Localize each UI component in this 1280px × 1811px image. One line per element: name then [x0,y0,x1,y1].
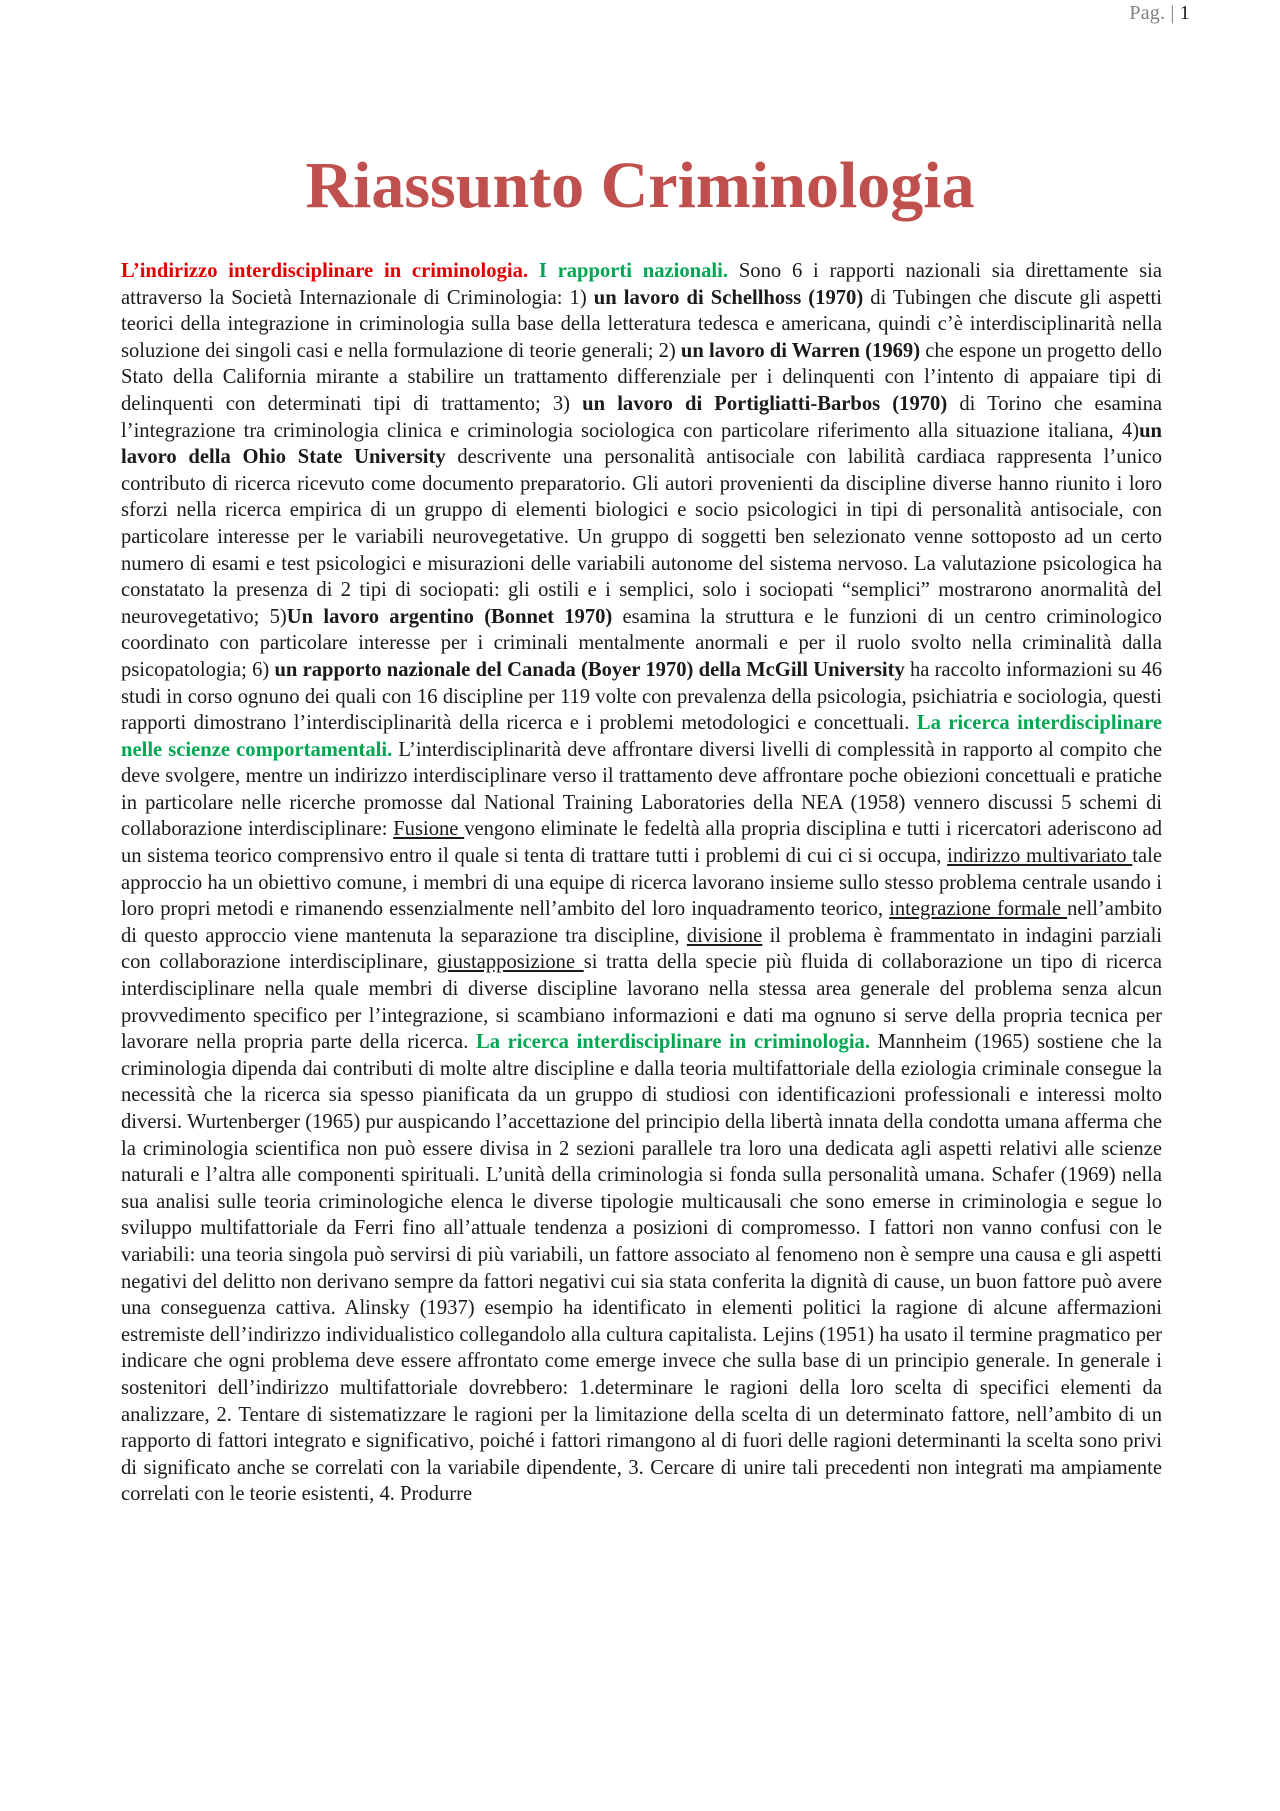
bold-text: un lavoro di Warren (1969) [680,339,921,362]
text-run: nell’ambito di questo approccio viene mantenuta la separazione tra discipline, [121,898,1162,947]
bold-text: un rapporto nazionale del Canada (Boyer 1970) della McGill University [274,658,905,681]
section-heading: I rapporti nazionali. [538,260,729,282]
bold-text: un lavoro della Ohio State University [121,419,1162,469]
text-run: descrivente una personalità antisociale con labilità cardiaca rappresenta l’unico contributo di ricerca ricevuto come documento preparatorio. Gli autori provenienti da discipline diverse hanno riunito i loro sforzi nella ricerca empirica di un gruppo di elementi biologici e socio psicologici in tipi di personalità antisociale, con particolare interesse per le variabili neurovegetative. Un gruppo di soggetti ben selezionato venne sottoposto ad un certo numero di esami e test psicologici e misurazioni delle variabili autonome del sistema nervoso. La valutazione psicologica ha constatato la presenza di 2 tipi di sociopati: gli ostili e i semplici, solo i sociopati “semplici” mostrarono anormalità del neurovegetativo; 5) [121,446,1163,628]
page-header [1129,2,1190,25]
body-paragraph [121,258,1162,1508]
text-run: L’interdisciplinarità deve affrontare diversi livelli di complessità in rapporto al compito che deve svolgere, mentre un indirizzo interdisciplinare verso il trattamento deve affrontare poche obiezioni concettuali e pratiche in particolare nelle ricerche promosse dal National Training Laboratories della NEA (1958) vennero discussi 5 schemi di collaborazione interdisciplinare: [121,738,1162,841]
bold-text: un lavoro di Schellhoss (1970) [593,286,864,309]
underlined-term: integrazione formale [889,898,1068,921]
text-run: Sono 6 i rapporti nazionali sia direttamente sia attraverso la Società Internazionale di Criminologia: 1) [121,260,1162,309]
text-run: ha raccolto informazioni su 46 studi in corso ognuno dei quali con 16 discipline per 119 volte con prevalenza della psicologia, psichiatria e sociologia, questi rapporti dimostrano l’interdisciplinarità della ricerca e i problemi metodologici e concettuali. [121,658,1162,735]
bold-text: Un lavoro argentino (Bonnet 1970) [286,605,613,628]
text-run [528,260,539,282]
text-run: che espone un progetto dello Stato della California mirante a stabilire un trattamento differenziale per i delinquenti con l’intento di appaiare tipi di delinquenti con determinati tipi di trattamento; 3) [121,339,1163,415]
page-number: 1 [1179,2,1190,24]
page-label: Pag. | [1129,2,1175,24]
text-run: di Torino che esamina l’integrazione tra criminologia clinica e criminologia sociologica con particolare riferimento alla situazione italiana, 4) [121,392,1163,442]
text-run: esamina la struttura e le funzioni di un centro criminologico coordinato con particolare interesse per i criminali mentalmente anormali e per il ruolo svolto nella criminalità dalla psicopatologia; 6) [121,605,1162,681]
text-run: di Tubingen che discute gli aspetti teorici della integrazione in criminologia sulla base della letteratura tedesca e americana, quindi c’è interdisciplinarità nella soluzione dei singoli casi e nella formulazione di teorie generali; 2) [121,286,1163,362]
underlined-term: indirizzo multivariato [947,845,1133,868]
document-title: Riassunto Criminologia [305,149,975,222]
text-run: tale approccio ha un obiettivo comune, i membri di una equipe di ricerca lavorano insieme sullo stesso problema centrale usando i loro propri metodi e rimanendo essenzialmente nell’ambito del loro inquadramento teorico, [121,845,1162,921]
section-heading: La ricerca interdisciplinare in criminologia. [475,1031,870,1054]
text-run: Mannheim (1965) sostiene che la criminologia dipenda dai contributi di molte altre discipline e dalla teoria multifattoriale della eziologia criminale consegue la necessità che la ricerca sia spesso pianificata da un gruppo di studiosi con identificazioni professionali e interessi molto diversi. Wurtenberger (1965) pur auspicando l’accettazione del principio della libertà innata della condotta umana afferma che la criminologia scientifica non può essere divisa in 2 sezioni parallele tra loro una dedicata agli aspetti relativi alle scienze naturali e l’altra alle componenti spirituali. L’unità della criminologia si fonda sulla personalità umana. Schafer (1969) nella sua analisi sulle teoria criminologiche elenca le diverse tipologie multicausali che sono emerse in criminologia e segue lo sviluppo multifattoriale da Ferri fino all’attuale tendenza a posizioni di compromesso. I fattori non vanno confusi con le variabili: una teoria singola può servirsi di più variabili, un fattore associato al fenomeno non è sempre una causa e gli aspetti negativi del delitto non derivano sempre da fattori negativi cui sia stata conferita la dignità di cause, un buon fattore può avere una conseguenza cattiva. Alinsky (1937) esempio ha identificato in elementi politici la ragione di alcune affermazioni estremiste dell’indirizzo individualistico collegandolo alla cultura capitalista. Lejins (1951) ha usato il termine pragmatico per indicare che ogni problema deve essere affrontato come emerge invece che sulla base di un principio generale. In generale i sostenitori dell’indirizzo multifattoriale dovrebbero: 1.determinare le ragioni della loro scelta di specifici elementi da analizzare, 2. Tentare di sistematizzare le ragioni per la limitazione della scelta di un determinato fattore, nell’ambito di un rapporto di fattori integrato e significativo, poiché i fattori rimangono al di fuori delle ragioni determinanti la scelta sono privi di significato anche se correlati con la variabile dipendente, 3. Cercare di unire tali precedenti non integrati ma ampiamente correlati con le teorie esistenti, 4. Produrre [121,1031,1163,1506]
underlined-term: Fusione [393,818,465,841]
section-heading: L’indirizzo interdisciplinare in criminologia. [121,260,529,282]
underlined-term: divisione [686,924,763,947]
text-run: vengono eliminate le fedeltà alla propria disciplina e tutti i ricercatori aderiscono ad un sistema teorico comprensivo entro il quale si tenta di trattare tutti i problemi di cui ci si occupa, [121,818,1162,868]
text-run: si tratta della specie più fluida di collaborazione un tipo di ricerca interdisciplinare nella quale membri di diverse discipline lavorano nella stessa area generale del problema senza alcun provvedimento specifico per l’integrazione, si scambiano informazioni e dati ma ognuno si serve della propria tecnica per lavorare nella propria parte della ricerca. [121,951,1162,1054]
section-heading: La ricerca interdisciplinare nelle scienze comportamentali. [121,712,1162,761]
bold-text: un lavoro di Portigliatti-Barbos (1970) [582,392,948,415]
underlined-term: giustapposizione [436,951,584,974]
text-run: il problema è frammentato in indagini parziali con collaborazione interdisciplinare, [121,924,1163,974]
